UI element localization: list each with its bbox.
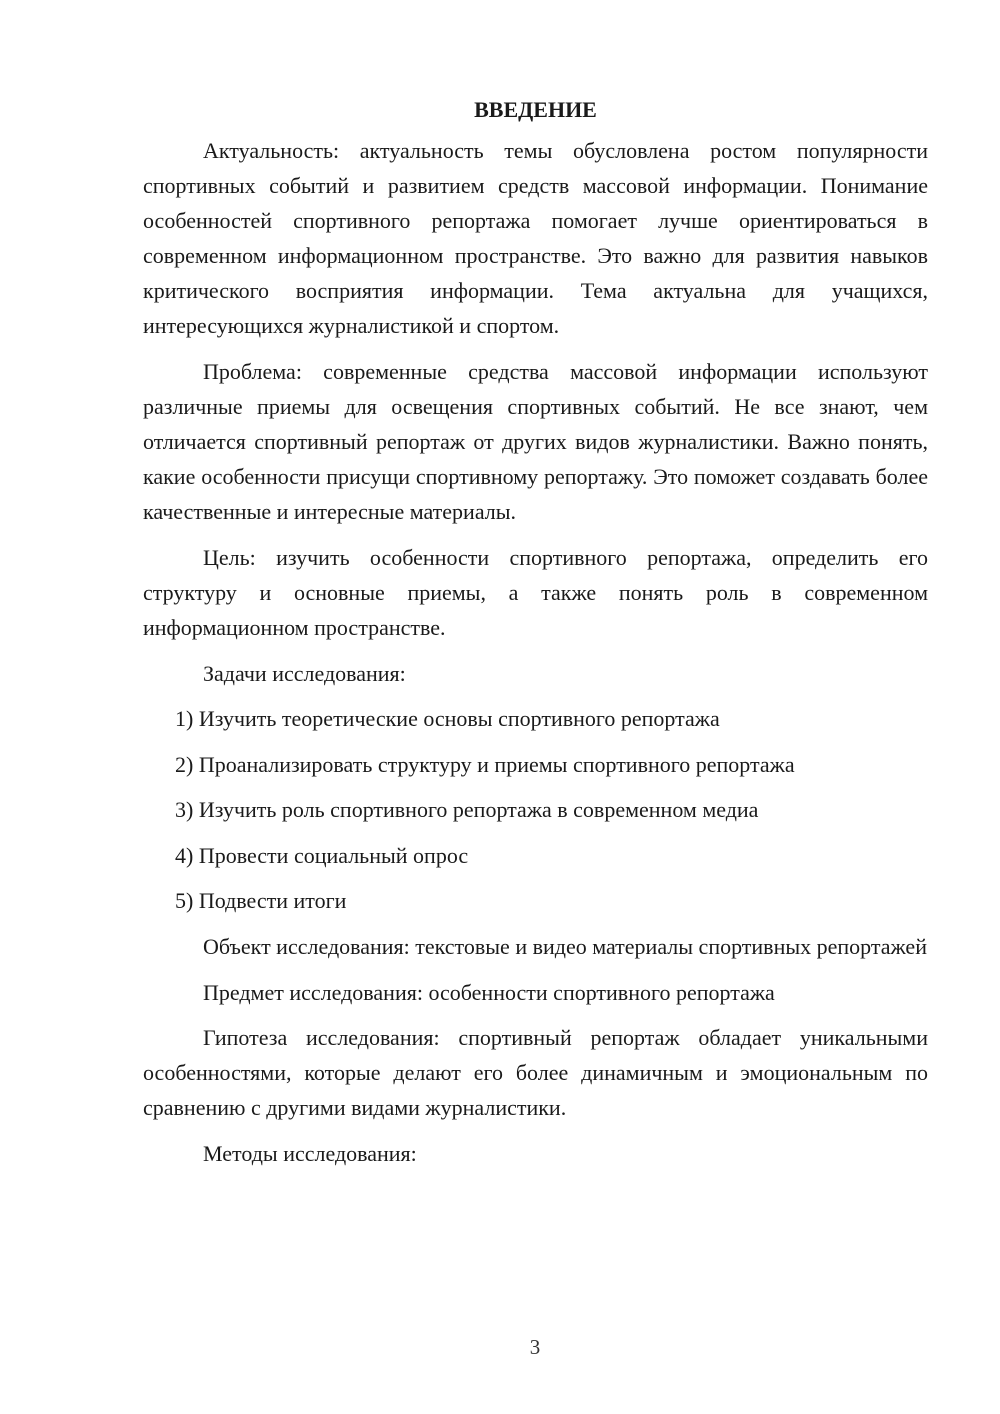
paragraph-object: Объект исследования: текстовые и видео материалы спортивных репортажей [203, 933, 927, 959]
paragraph-methods: Методы исследования: [203, 1140, 417, 1166]
document-page [143, 92, 928, 1181]
paragraph-problem: Проблема: современные средства массовой информации используют различные приемы для освещения спортивных событий. Не все знают, чем отличается спортивный репортаж от других видов журналистики. Важно понять, какие особенности присущи спортивному репортажу. Это поможет создавать более качественные и интересные материалы. [143, 359, 928, 524]
list-item: 4) Провести социальный опрос [175, 842, 469, 868]
list-item: 1) Изучить теоретические основы спортивного репортажа [175, 706, 720, 731]
paragraph-subject: Предмет исследования: особенности спортивного репортажа [203, 979, 775, 1005]
list-item: 5) Подвести итоги [175, 888, 347, 913]
page-title: ВВЕДЕНИЕ [474, 97, 597, 122]
paragraph-goal: Цель: изучить особенности спортивного репортажа, определить его структуру и основные приемы, а также понять роль в современном информационном пространстве. [143, 545, 928, 640]
paragraph-hypothesis: Гипотеза исследования: спортивный репортаж обладает уникальными особенностями, которые делают его более динамичным и эмоциональным по сравнению с другими видами журналистики. [143, 1024, 928, 1120]
page-number: 3 [529, 1335, 541, 1359]
paragraph-relevance: Актуальность: актуальность темы обусловлена ростом популярности спортивных событий и развитием средств массовой информации. Понимание особенностей спортивного репортажа помогает лучше ориентироваться в современном информационном пространстве. Это важно для развития навыков критического восприятия информации. Тема актуальна для учащихся, интересующихся журналистикой и спортом. [143, 138, 928, 338]
list-item: 3) Изучить роль спортивного репортажа в современном медиа [175, 797, 759, 822]
tasks-heading: Задачи исследования: [203, 661, 406, 686]
tasks-list [143, 701, 928, 918]
list-item: 2) Проанализировать структуру и приемы спортивного репортажа [175, 751, 795, 777]
